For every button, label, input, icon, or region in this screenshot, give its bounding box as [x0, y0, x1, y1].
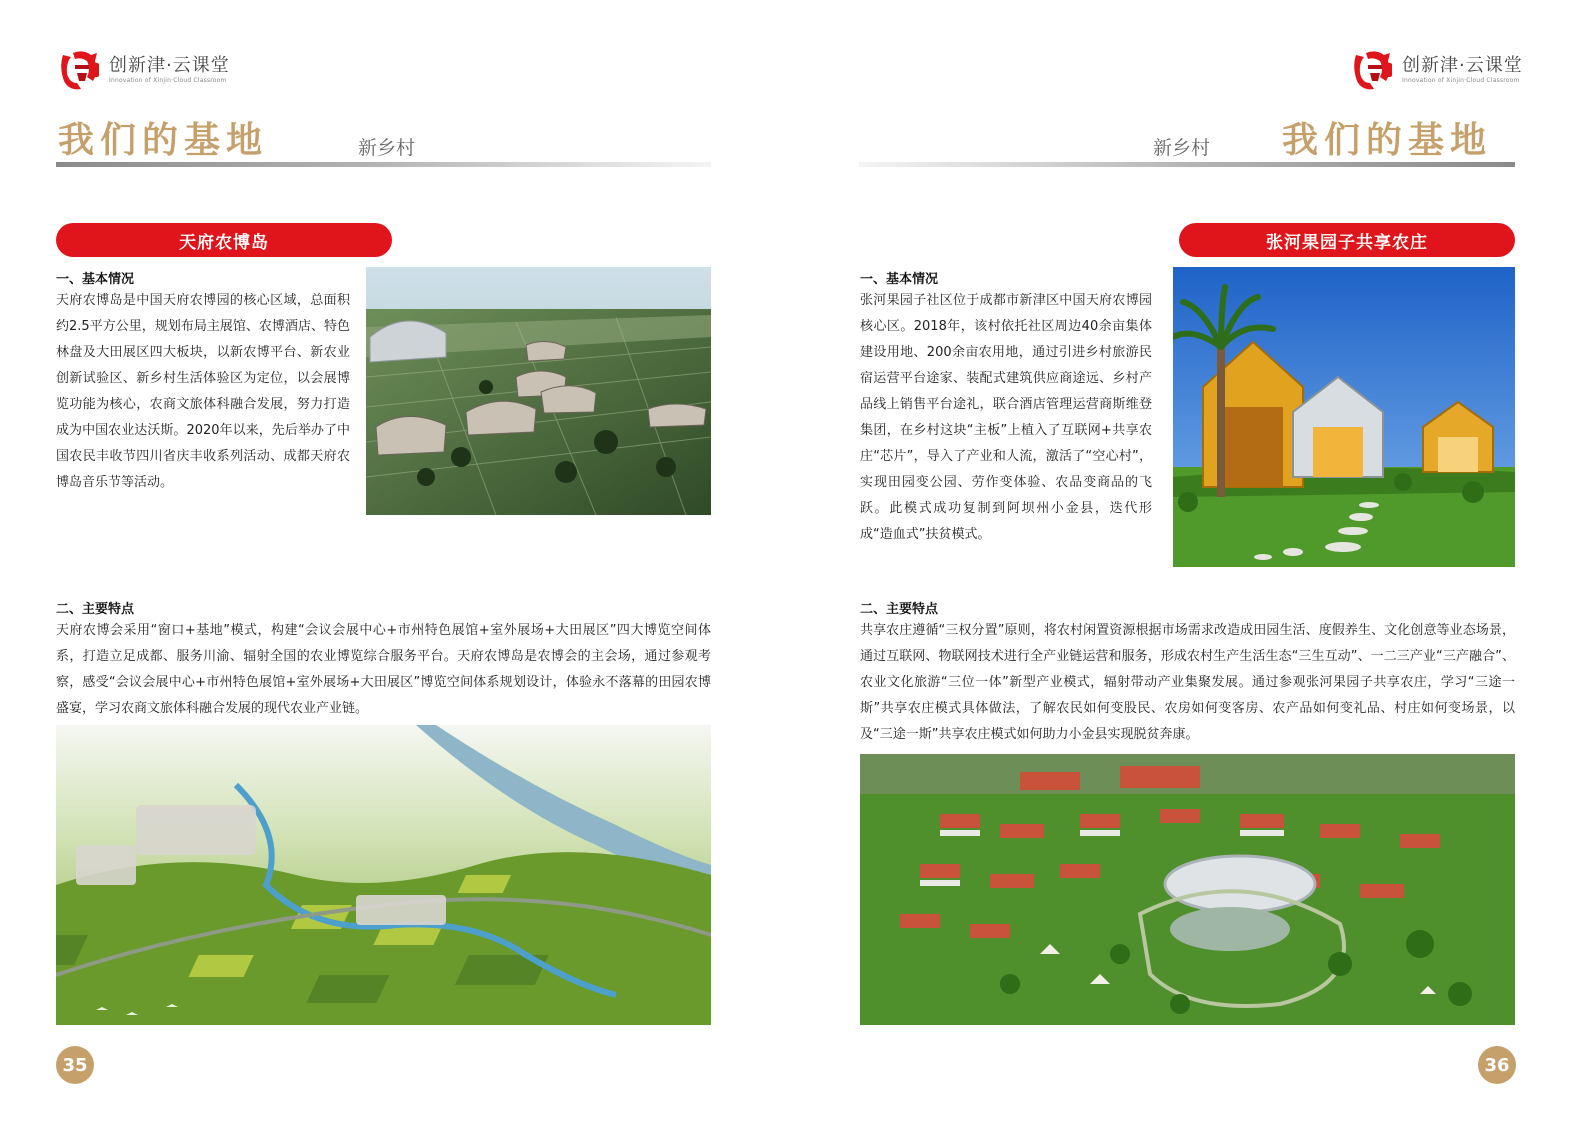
- brand-tagline: Innovation of Xinjin·Cloud Classroom: [1402, 76, 1520, 84]
- farm-village-aerial-photo: [860, 754, 1515, 1025]
- basic-info-title: 一、基本情况: [860, 272, 939, 287]
- header-divider: [56, 162, 711, 167]
- brand-logo-mark: [55, 45, 103, 95]
- section-pill: 张河果园子共享农庄: [1179, 223, 1515, 257]
- aerial-island-photo: [56, 725, 711, 1025]
- page-subtitle: 新乡村: [358, 137, 416, 159]
- section-pill: 天府农博岛: [56, 223, 392, 257]
- features-title: 二、主要特点: [56, 602, 135, 617]
- brand-logo: [1348, 44, 1523, 96]
- features-text: 天府农博会采用“窗口+基地”模式，构建“会议会展中心+市州特色展馆+室外展场+大田展区”四大博览空间体系，打造立足成都、服务川渝、辐射全国的农业博览综合服务平台。天府农博岛是农博会的主会场，通过参观考察，感受“会议会展中心+市州特色展馆+室外展场+大田展区”博览空间体系规划设计，体验永不落幕的田园农博盛宴，学习农商文旅体科融合发展的现代农业产业链。: [56, 623, 711, 716]
- right-page: [794, 0, 1587, 1122]
- brand-tagline: Innovation of Xinjin·Cloud Classroom: [109, 76, 227, 84]
- page-title: 我们的基地: [58, 119, 269, 161]
- header-divider: [859, 162, 1515, 167]
- cabins-photo: [1173, 267, 1515, 567]
- basic-info-text: 张河果园子社区位于成都市新津区中国天府农博园核心区。2018年，该村依托社区周边40余亩集体建设用地、200余亩农用地，通过引进乡村旅游民宿运营平台途家、装配式建筑供应商途远、乡村产品线上销售平台途礼，联合酒店管理运营商斯维登集团，在乡村这块“主板”上植入了互联网+共享农庄“芯片”，导入了产业和人流，激活了“空心村”，实现田园变公园、劳作变体验、农品变商品的飞跃。此模式成功复制到阿坝州小金县，迭代形成“造血式”扶贫模式。: [860, 293, 1152, 542]
- expo-hall-render-photo: [366, 267, 711, 515]
- left-page: [0, 0, 793, 1122]
- features-text: 共享农庄遵循“三权分置”原则，将农村闲置资源根据市场需求改造成田园生活、度假养生、文化创意等业态场景，通过互联网、物联网技术进行全产业链运营和服务，形成农村生产生活生态“三生互动”、一二三产业“三产融合”、农业文化旅游“三位一体”新型产业模式，辐射带动产业集聚发展。通过参观张河果园子共享农庄，学习“三途一斯”共享农庄模式具体做法，了解农民如何变股民、农房如何变客房、农产品如何变礼品、村庄如何变场景，以及“三途一斯”共享农庄模式如何助力小金县实现脱贫奔康。: [860, 623, 1515, 742]
- page-subtitle: 新乡村: [1153, 137, 1211, 159]
- page-title: 我们的基地: [1282, 119, 1493, 161]
- brand-name: 创新津·云课堂: [1402, 54, 1523, 76]
- brand-name: 创新津·云课堂: [109, 54, 230, 76]
- brand-logo-mark: [1348, 45, 1396, 95]
- brand-logo: [55, 44, 230, 96]
- features-title: 二、主要特点: [860, 602, 939, 617]
- basic-info-title: 一、基本情况: [56, 272, 135, 287]
- page-number: 35: [56, 1046, 94, 1084]
- basic-info-text: 天府农博岛是中国天府农博园的核心区域，总面积约2.5平方公里，规划布局主展馆、农博酒店、特色林盘及大田展区四大板块，以新农博平台、新农业创新试验区、新乡村生活体验区为定位，以会展博览功能为核心，农商文旅体科融合发展，努力打造成为中国农业达沃斯。2020年以来，先后举办了中国农民丰收节四川省庆丰收系列活动、成都天府农博岛音乐节等活动。: [56, 293, 350, 490]
- page-number: 36: [1478, 1046, 1516, 1084]
